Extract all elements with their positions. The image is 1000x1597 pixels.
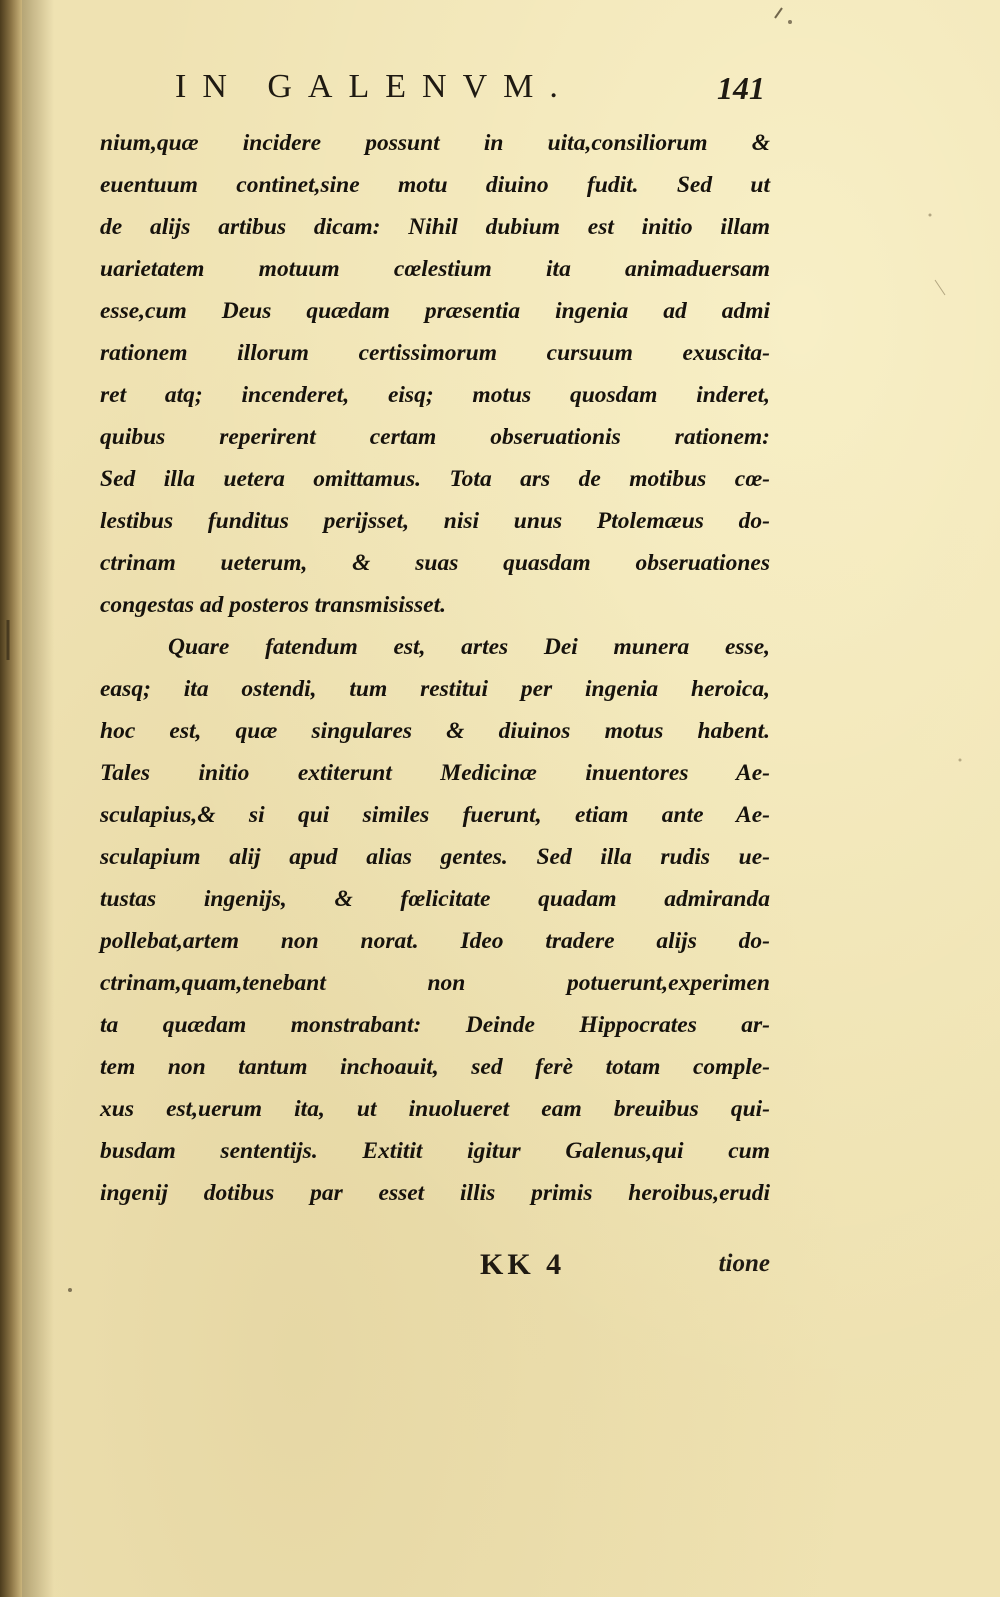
text-line: ctrinam,quam,tenebant non potuerunt,experimen: [100, 970, 770, 996]
text-line: pollebat,artem non norat. Ideo tradere alijs do-: [100, 928, 770, 954]
page-footer: [480, 1248, 770, 1290]
text-line: tustas ingenijs, & fœlicitate quadam admiranda: [100, 886, 770, 912]
text-line: Tales initio extiterunt Medicinæ inuentores Ae-: [100, 760, 770, 786]
text-line: easq; ita ostendi, tum restitui per ingenia heroica,: [100, 676, 770, 702]
text-line: esse,cum Deus quædam præsentia ingenia ad admi: [100, 298, 770, 324]
text-line: ret atq; incenderet, eisq; motus quosdam inderet,: [100, 382, 770, 408]
page-number: 141: [717, 70, 765, 106]
text-line: xus est,uerum ita, ut inuolueret eam breuibus qui-: [100, 1096, 770, 1122]
text-line: nium,quæ incidere possunt in uita,consiliorum &: [100, 130, 770, 156]
text-line: hoc est, quæ singulares & diuinos motus habent.: [100, 718, 770, 744]
text-line: euentuum continet,sine motu diuino fudit. Sed ut: [100, 172, 770, 198]
text-line: uarietatem motuum cœlestium ita animaduersam: [100, 256, 770, 282]
running-head: IN GALENVM.: [175, 68, 574, 105]
signature-mark: KK 4: [480, 1248, 566, 1281]
text-line: lestibus funditus perijsset, nisi unus Ptolemæus do-: [100, 508, 770, 534]
text-line: tem non tantum inchoauit, sed ferè totam comple-: [100, 1054, 770, 1080]
text-line: ta quædam monstrabant: Deinde Hippocrates ar-: [100, 1012, 770, 1038]
page-header: [175, 68, 765, 118]
text-line: de alijs artibus dicam: Nihil dubium est initio illam: [100, 214, 770, 240]
text-line: quibus reperirent certam obseruationis rationem:: [100, 424, 770, 450]
paragraph-end-line: congestas ad posteros transmisisset.: [100, 592, 447, 618]
text-line: sculapium alij apud alias gentes. Sed illa rudis ue-: [100, 844, 770, 870]
catchword: tione: [718, 1250, 770, 1277]
text-line: Sed illa uetera omittamus. Tota ars de motibus cœ-: [100, 466, 770, 492]
text-line: sculapius,& si qui similes fuerunt, etiam ante Ae-: [100, 802, 770, 828]
text-line: rationem illorum certissimorum cursuum exuscita-: [100, 340, 770, 366]
text-line: ctrinam ueterum, & suas quasdam obseruationes: [100, 550, 770, 576]
paragraph-start-line: Quare fatendum est, artes Dei munera esse,: [168, 634, 770, 660]
text-line: busdam sententijs. Extitit igitur Galenus,qui cum: [100, 1138, 770, 1164]
text-line: ingenij dotibus par esset illis primis heroibus,erudi: [100, 1180, 770, 1206]
body-text: [100, 122, 770, 1214]
